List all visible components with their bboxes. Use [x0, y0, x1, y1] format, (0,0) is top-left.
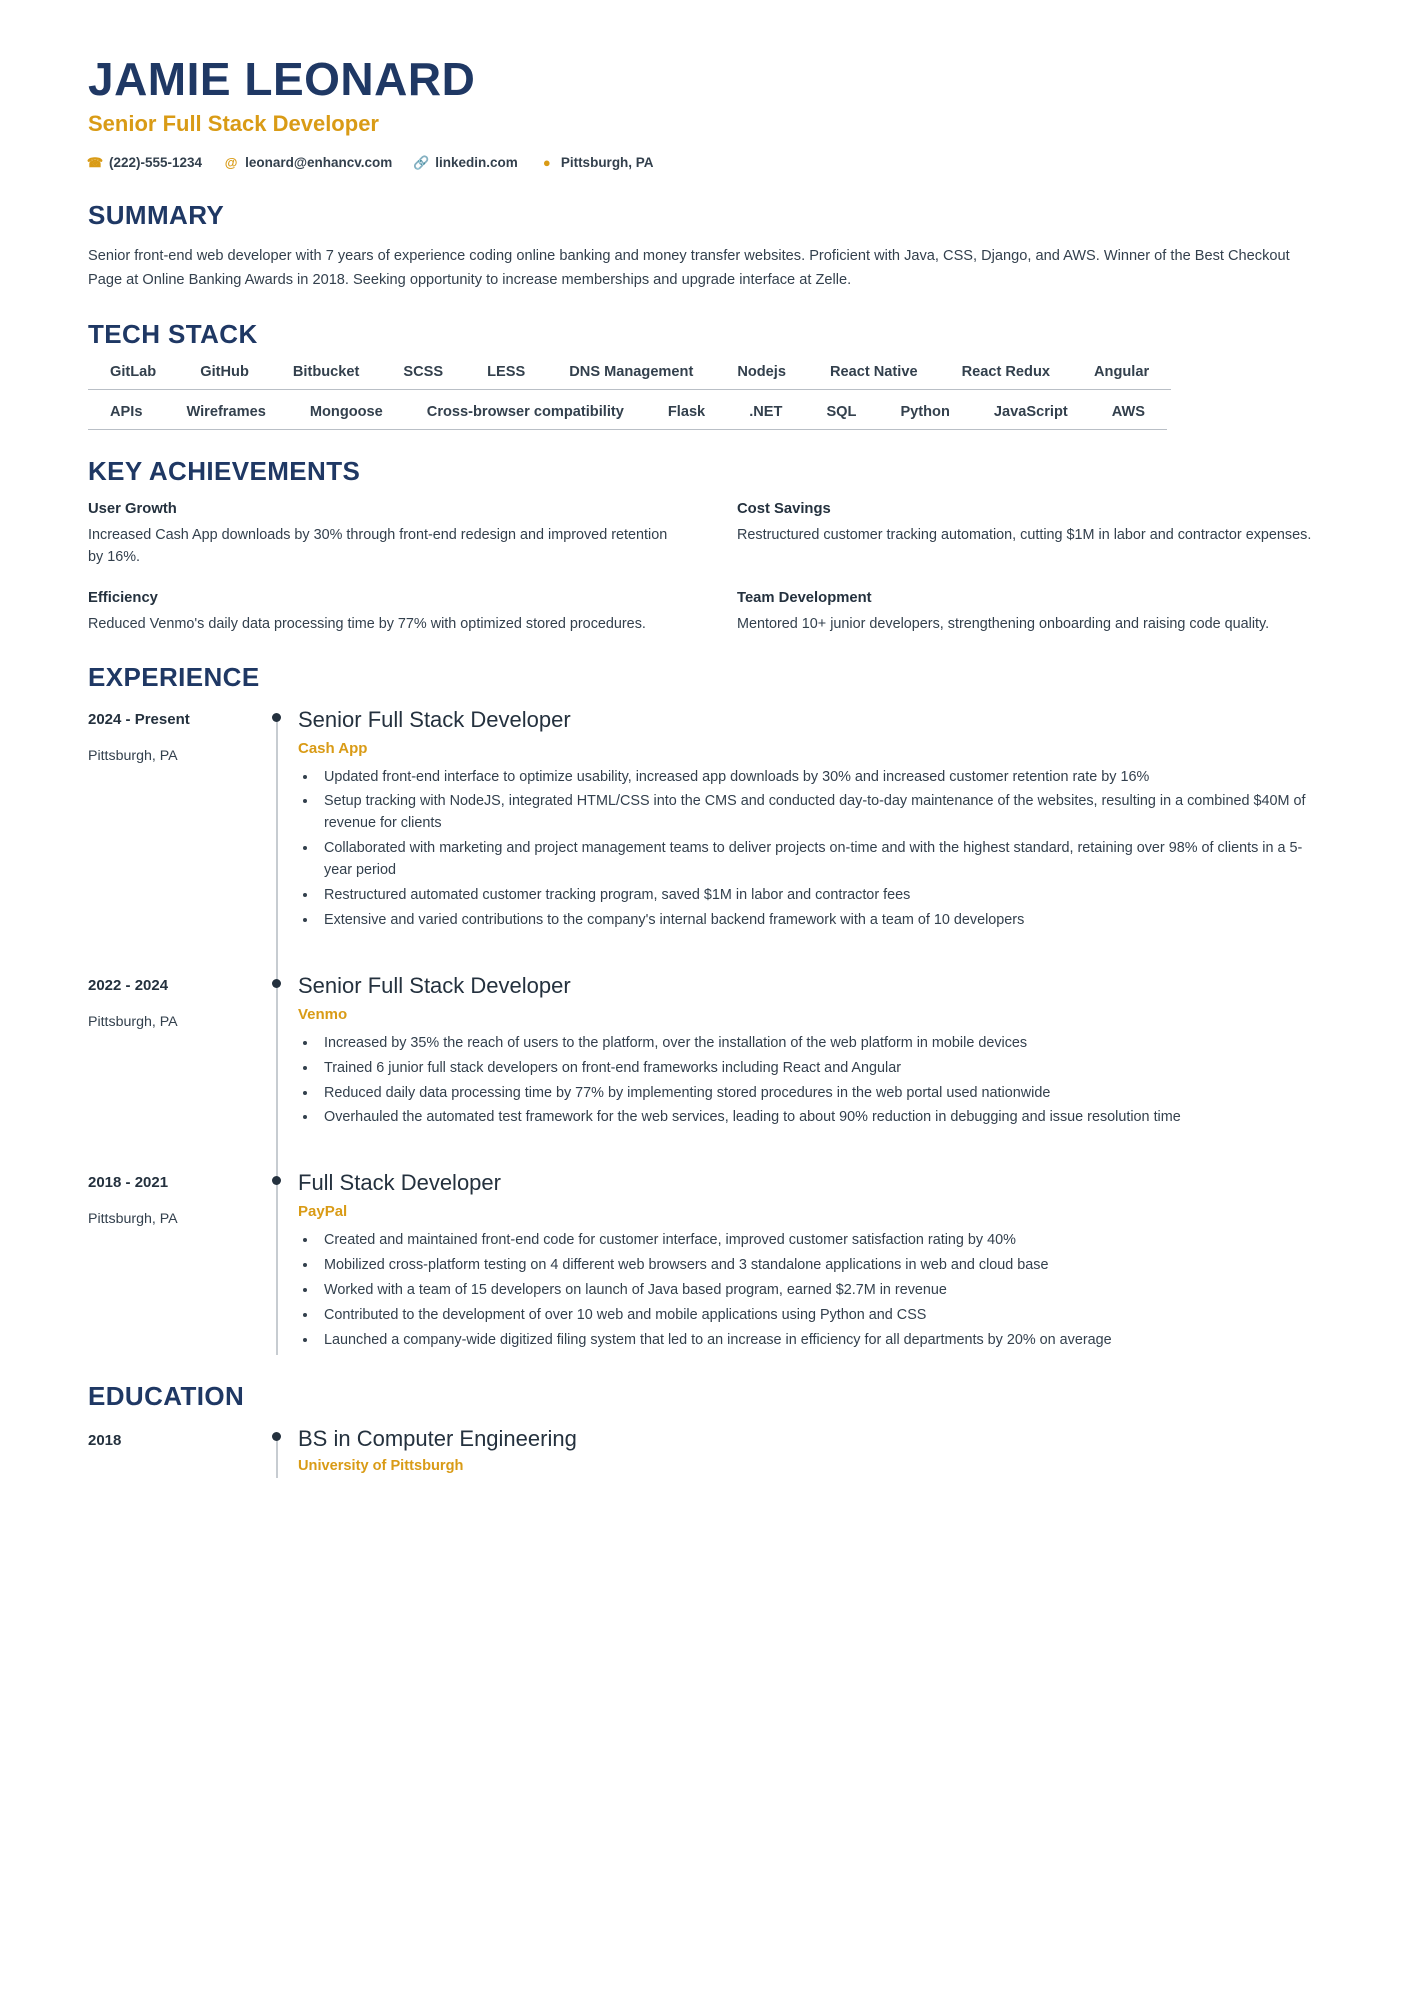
experience-bullet: • Restructured automated customer tracking program, saved $1M in labor and contractor fees [318, 885, 1322, 907]
experience-bullet: • Reduced daily data processing time by 77% by implementing stored procedures in the web portal used nationwide [318, 1083, 1322, 1105]
experience-entry [88, 707, 1322, 973]
timeline-dot [272, 713, 281, 722]
achievement-item [88, 501, 673, 569]
achievement-item [737, 590, 1322, 635]
contact-location [540, 155, 654, 170]
experience-role: Senior Full Stack Developer [298, 972, 571, 998]
experience-body [298, 973, 1322, 1171]
tech-item: Wireframes [164, 404, 287, 430]
experience-bullets [298, 1033, 1322, 1130]
experience-location: Pittsburgh, PA [88, 1013, 178, 1030]
experience-bullets [298, 1230, 1322, 1351]
experience-company: Venmo [298, 1005, 348, 1023]
experience-bullet: • Updated front-end interface to optimize usability, increased app downloads by 30% and increased customer retention rate by 16% [318, 767, 1322, 789]
key-achievements-heading: KEY ACHIEVEMENTS [88, 455, 361, 486]
contact-list [88, 155, 1322, 170]
timeline-line [276, 985, 278, 1185]
experience-dates: 2024 - Present [88, 710, 190, 728]
experience-company: Cash App [298, 739, 368, 757]
timeline-marker [258, 1426, 298, 1474]
contact-email-text: leonard@enhancv.com [245, 155, 393, 171]
experience-meta [88, 707, 258, 973]
timeline-dot [272, 1176, 281, 1185]
achievement-desc: Mentored 10+ junior developers, strengthening onboarding and raising code quality. [737, 616, 1270, 633]
contact-phone-text: (222)-555-1234 [109, 155, 203, 171]
contact-email[interactable] [224, 155, 392, 170]
experience-company: PayPal [298, 1203, 348, 1221]
experience-dates: 2022 - 2024 [88, 976, 169, 994]
tech-item: JavaScript [972, 404, 1090, 430]
timeline-dot [272, 1432, 281, 1441]
tech-item: GitHub [178, 364, 271, 390]
tech-item: Python [878, 404, 971, 430]
tech-stack-section [88, 319, 1322, 430]
experience-bullet: • Setup tracking with NodeJS, integrated HTML/CSS into the CMS and conducted day-to-day maintenance of the websites, resulting in a combined $40M of revenue for clients [318, 791, 1322, 835]
achievement-title: Team Development [737, 590, 872, 607]
achievement-desc: Reduced Venmo's daily data processing time by 77% with optimized stored procedures. [88, 616, 646, 633]
education-school: University of Pittsburgh [298, 1457, 464, 1474]
timeline-marker [258, 707, 298, 973]
tech-stack-list [88, 364, 1322, 430]
tech-item: GitLab [88, 364, 178, 390]
timeline-line [276, 1182, 278, 1354]
experience-body [298, 1170, 1322, 1354]
resume-header [88, 55, 1322, 170]
contact-linkedin[interactable] [414, 155, 518, 170]
timeline-marker [258, 973, 298, 1171]
experience-location: Pittsburgh, PA [88, 1211, 178, 1228]
experience-meta [88, 973, 258, 1171]
tech-item: SCSS [381, 364, 465, 390]
timeline-line [276, 719, 278, 987]
education-degree: BS in Computer Engineering [298, 1425, 577, 1451]
tech-stack-row [88, 404, 1322, 430]
experience-bullet: • Trained 6 junior full stack developers on front-end frameworks including React and Angular [318, 1058, 1322, 1080]
tech-item: React Native [808, 364, 940, 390]
experience-bullet: • Mobilized cross-platform testing on 4 different web browsers and 3 standalone applications in web and cloud base [318, 1255, 1322, 1277]
tech-item: DNS Management [547, 364, 715, 390]
experience-entry [88, 973, 1322, 1171]
tech-stack-row [88, 364, 1322, 390]
achievement-desc: Increased Cash App downloads by 30% through front-end redesign and improved retention by 16%. [88, 526, 668, 565]
candidate-job-title: Senior Full Stack Developer [88, 111, 379, 137]
key-achievements-section [88, 456, 1322, 636]
tech-item: Bitbucket [271, 364, 382, 390]
key-achievements-grid [88, 501, 1322, 636]
achievement-item [737, 501, 1322, 569]
achievement-desc: Restructured customer tracking automation, cutting $1M in labor and contractor expenses. [737, 526, 1312, 543]
tech-item: AWS [1090, 404, 1167, 430]
experience-section [88, 662, 1322, 1355]
experience-bullet: • Extensive and varied contributions to the company's internal backend framework with a team of 10 developers [318, 910, 1322, 932]
experience-bullet: • Increased by 35% the reach of users to the platform, over the installation of the web platform in mobile devices [318, 1033, 1322, 1055]
spacer [298, 1132, 1322, 1170]
education-heading: EDUCATION [88, 1380, 245, 1411]
summary-text: Senior front-end web developer with 7 years of experience coding online banking and money transfer websites. Proficient with Java, CSS, Django, and AWS. Winner of the Best Checkout Page at Online Banking Awards in 2018. Seeking opportunity to increase memberships and upgrade interface at Zelle. [88, 248, 1290, 288]
tech-item: .NET [727, 404, 804, 430]
contact-phone[interactable] [88, 155, 202, 170]
education-body [298, 1426, 1322, 1474]
tech-item: LESS [465, 364, 547, 390]
education-section [88, 1381, 1322, 1474]
timeline-line [276, 1438, 278, 1478]
experience-role: Senior Full Stack Developer [298, 706, 571, 732]
tech-item: Cross-browser compatibility [405, 404, 646, 430]
tech-item: SQL [804, 404, 878, 430]
tech-item: Angular [1072, 364, 1171, 390]
experience-bullet: • Overhauled the automated test framework for the web services, leading to about 90% reduction in debugging and issue resolution time [318, 1107, 1322, 1129]
experience-bullet: • Worked with a team of 15 developers on launch of Java based program, earned $2.7M in revenue [318, 1280, 1322, 1302]
achievement-title: Efficiency [88, 590, 158, 607]
phone-icon: ☎ [86, 155, 104, 171]
experience-dates: 2018 - 2021 [88, 1174, 169, 1192]
experience-bullets [298, 767, 1322, 932]
tech-item: Mongoose [288, 404, 405, 430]
email-icon: @ [224, 155, 238, 171]
tech-stack-heading: TECH STACK [88, 318, 258, 349]
experience-bullet: • Collaborated with marketing and project management teams to deliver projects on-time and with the highest standard, retaining over 98% of clients in a 5-year period [318, 838, 1322, 882]
experience-location: Pittsburgh, PA [88, 747, 178, 764]
timeline-dot [272, 979, 281, 988]
spacer [298, 935, 1322, 973]
tech-item: Nodejs [715, 364, 808, 390]
experience-bullet: • Launched a company-wide digitized filing system that led to an increase in efficiency for all departments by 20% on average [318, 1330, 1322, 1352]
tech-item: React Redux [940, 364, 1072, 390]
experience-bullet: • Created and maintained front-end code for customer interface, improved customer satisfaction rating by 40% [318, 1230, 1322, 1252]
contact-location-text: Pittsburgh, PA [560, 155, 654, 171]
education-entry [88, 1426, 1322, 1474]
achievement-item [88, 590, 673, 635]
experience-meta [88, 1170, 258, 1354]
experience-role: Full Stack Developer [298, 1170, 501, 1196]
contact-linkedin-text: linkedin.com [435, 155, 518, 171]
summary-section [88, 200, 1322, 292]
experience-body [298, 707, 1322, 973]
achievement-title: Cost Savings [737, 500, 831, 517]
education-year: 2018 [88, 1431, 122, 1449]
link-icon: 🔗 [413, 155, 430, 171]
achievement-title: User Growth [88, 500, 177, 517]
experience-entry [88, 1170, 1322, 1354]
experience-bullet: • Contributed to the development of over 10 web and mobile applications using Python and CSS [318, 1305, 1322, 1327]
experience-heading: EXPERIENCE [88, 661, 260, 692]
location-pin-icon: ● [542, 155, 551, 171]
summary-heading: SUMMARY [88, 200, 225, 231]
candidate-name: JAMIE LEONARD [88, 53, 476, 105]
tech-item: APIs [88, 404, 164, 430]
tech-item: Flask [646, 404, 727, 430]
timeline-marker [258, 1170, 298, 1354]
